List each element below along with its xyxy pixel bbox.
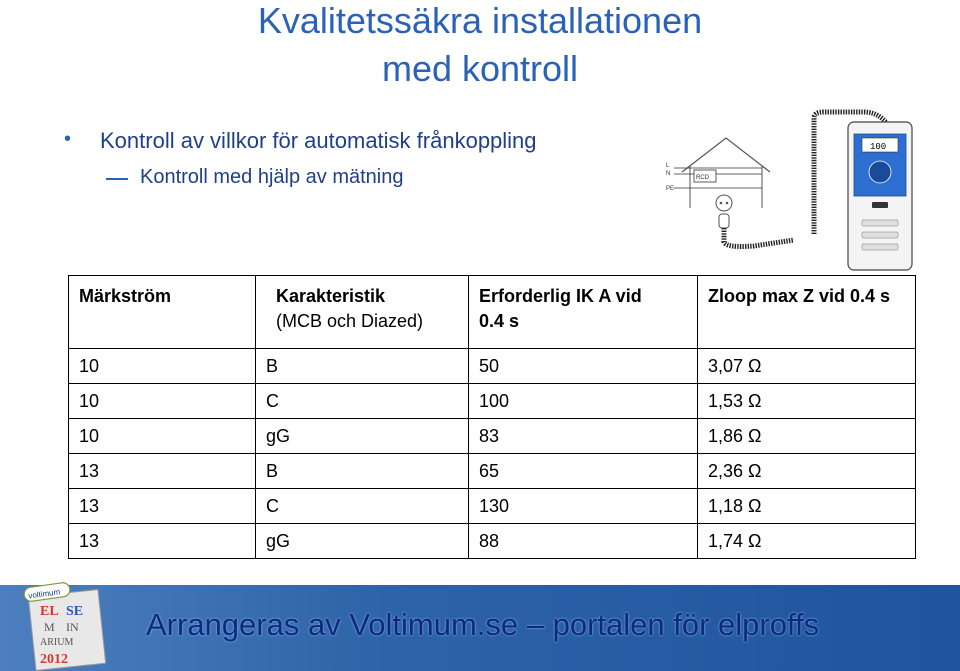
- table-cell: 130: [469, 489, 698, 524]
- socket-icon: [716, 195, 732, 211]
- plug-icon: [719, 214, 729, 228]
- sub-bullet-text: Kontroll med hjälp av mätning: [140, 166, 404, 188]
- table-cell: 83: [469, 419, 698, 454]
- table-row: [69, 454, 916, 489]
- table-cell: 100: [469, 384, 698, 419]
- table-cell: C: [256, 489, 469, 524]
- label-n: N: [666, 171, 671, 177]
- table-cell: 10: [69, 349, 256, 384]
- logo-line5: ARIUM: [40, 637, 74, 648]
- table-cell: 1,53 Ω: [698, 384, 916, 419]
- table-cell: 1,74 Ω: [698, 524, 916, 559]
- installation-diagram: [664, 108, 918, 274]
- table-cell: gG: [256, 524, 469, 559]
- logo-line3: M: [44, 620, 55, 634]
- table-cell: 2,36 Ω: [698, 454, 916, 489]
- bullet-text: Kontroll av villkor för automatisk frånkoppling: [100, 128, 537, 153]
- table-cell: 13: [69, 489, 256, 524]
- logo-line2: SE: [66, 604, 84, 619]
- table-cell: B: [256, 349, 469, 384]
- meter-dial-icon: [869, 161, 891, 183]
- table-cell: 65: [469, 454, 698, 489]
- slide-title-line1: Kvalitetssäkra installationen: [257, 0, 703, 41]
- table-header-row: [69, 276, 916, 349]
- slide-title-line2: med kontroll: [381, 48, 579, 89]
- logo-year: 2012: [40, 652, 68, 667]
- table-cell: 10: [69, 419, 256, 454]
- table-row: [69, 419, 916, 454]
- logo-line1: EL: [40, 604, 59, 619]
- logo-line4: IN: [66, 620, 79, 634]
- label-l: L: [666, 163, 670, 169]
- dash-icon: [106, 178, 128, 180]
- table-cell: B: [256, 454, 469, 489]
- meter-readout: 100: [870, 142, 887, 152]
- table-row: [69, 489, 916, 524]
- label-rcd: RCD: [696, 175, 709, 181]
- table-row: [69, 384, 916, 419]
- table-row: [69, 349, 916, 384]
- table-cell: 50: [469, 349, 698, 384]
- header-erforderlig: Erforderlig IK A vid 0.4 s: [469, 276, 698, 349]
- header-karakteristik: Karakteristik (MCB och Diazed): [256, 276, 469, 349]
- table-cell: gG: [256, 419, 469, 454]
- data-table: [68, 275, 916, 559]
- table-cell: 13: [69, 524, 256, 559]
- table-cell: 1,86 Ω: [698, 419, 916, 454]
- header-markstrom: Märkström: [69, 276, 256, 349]
- table-cell: C: [256, 384, 469, 419]
- table-cell: 88: [469, 524, 698, 559]
- table-cell: 3,07 Ω: [698, 349, 916, 384]
- table-cell: 1,18 Ω: [698, 489, 916, 524]
- elseminarium-logo: [10, 581, 120, 671]
- label-pe: PE: [666, 186, 675, 192]
- meter-button: [872, 202, 888, 208]
- bullet-dot-icon: •: [64, 128, 72, 150]
- logo-brand: voltimum: [27, 587, 61, 601]
- footer-banner: [0, 585, 960, 671]
- header-zloop: Zloop max Z vid 0.4 s: [698, 276, 916, 349]
- house-outline: [682, 138, 770, 172]
- footer-slogan: Arrangeras av Voltimum.se – portalen för elproffs: [146, 607, 820, 642]
- table-cell: 13: [69, 454, 256, 489]
- table-cell: 10: [69, 384, 256, 419]
- table-row: [69, 524, 916, 559]
